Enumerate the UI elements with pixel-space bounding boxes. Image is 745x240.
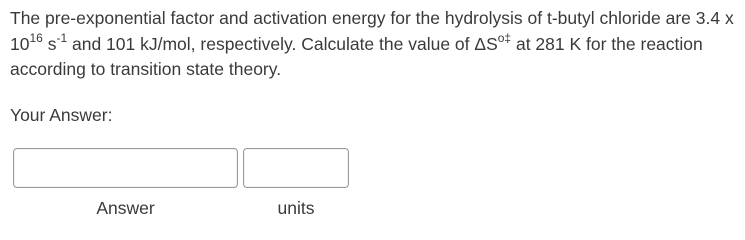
question-text-part: at 281 K for the reaction according to transition state theory. [10, 33, 703, 79]
question-exponent: -1 [56, 30, 68, 45]
question-text-part: and 101 kJ/mol, respectively. Calculate the value of ΔS [67, 33, 498, 54]
answer-input[interactable] [13, 148, 238, 188]
question-text-part: The pre-exponential factor and activation energy for the hydrolysis of t-butyl chloride are 3.4 x 10 [10, 8, 734, 54]
units-field-label: units [277, 198, 315, 218]
units-input[interactable] [243, 148, 349, 188]
question-text-part: s [42, 33, 57, 54]
question-superscript-symbol: o‡ [497, 30, 512, 45]
your-answer-label: Your Answer: [10, 105, 113, 125]
question-exponent: 16 [29, 30, 43, 45]
answer-field-label: Answer [96, 198, 155, 218]
question-text [10, 6, 735, 83]
